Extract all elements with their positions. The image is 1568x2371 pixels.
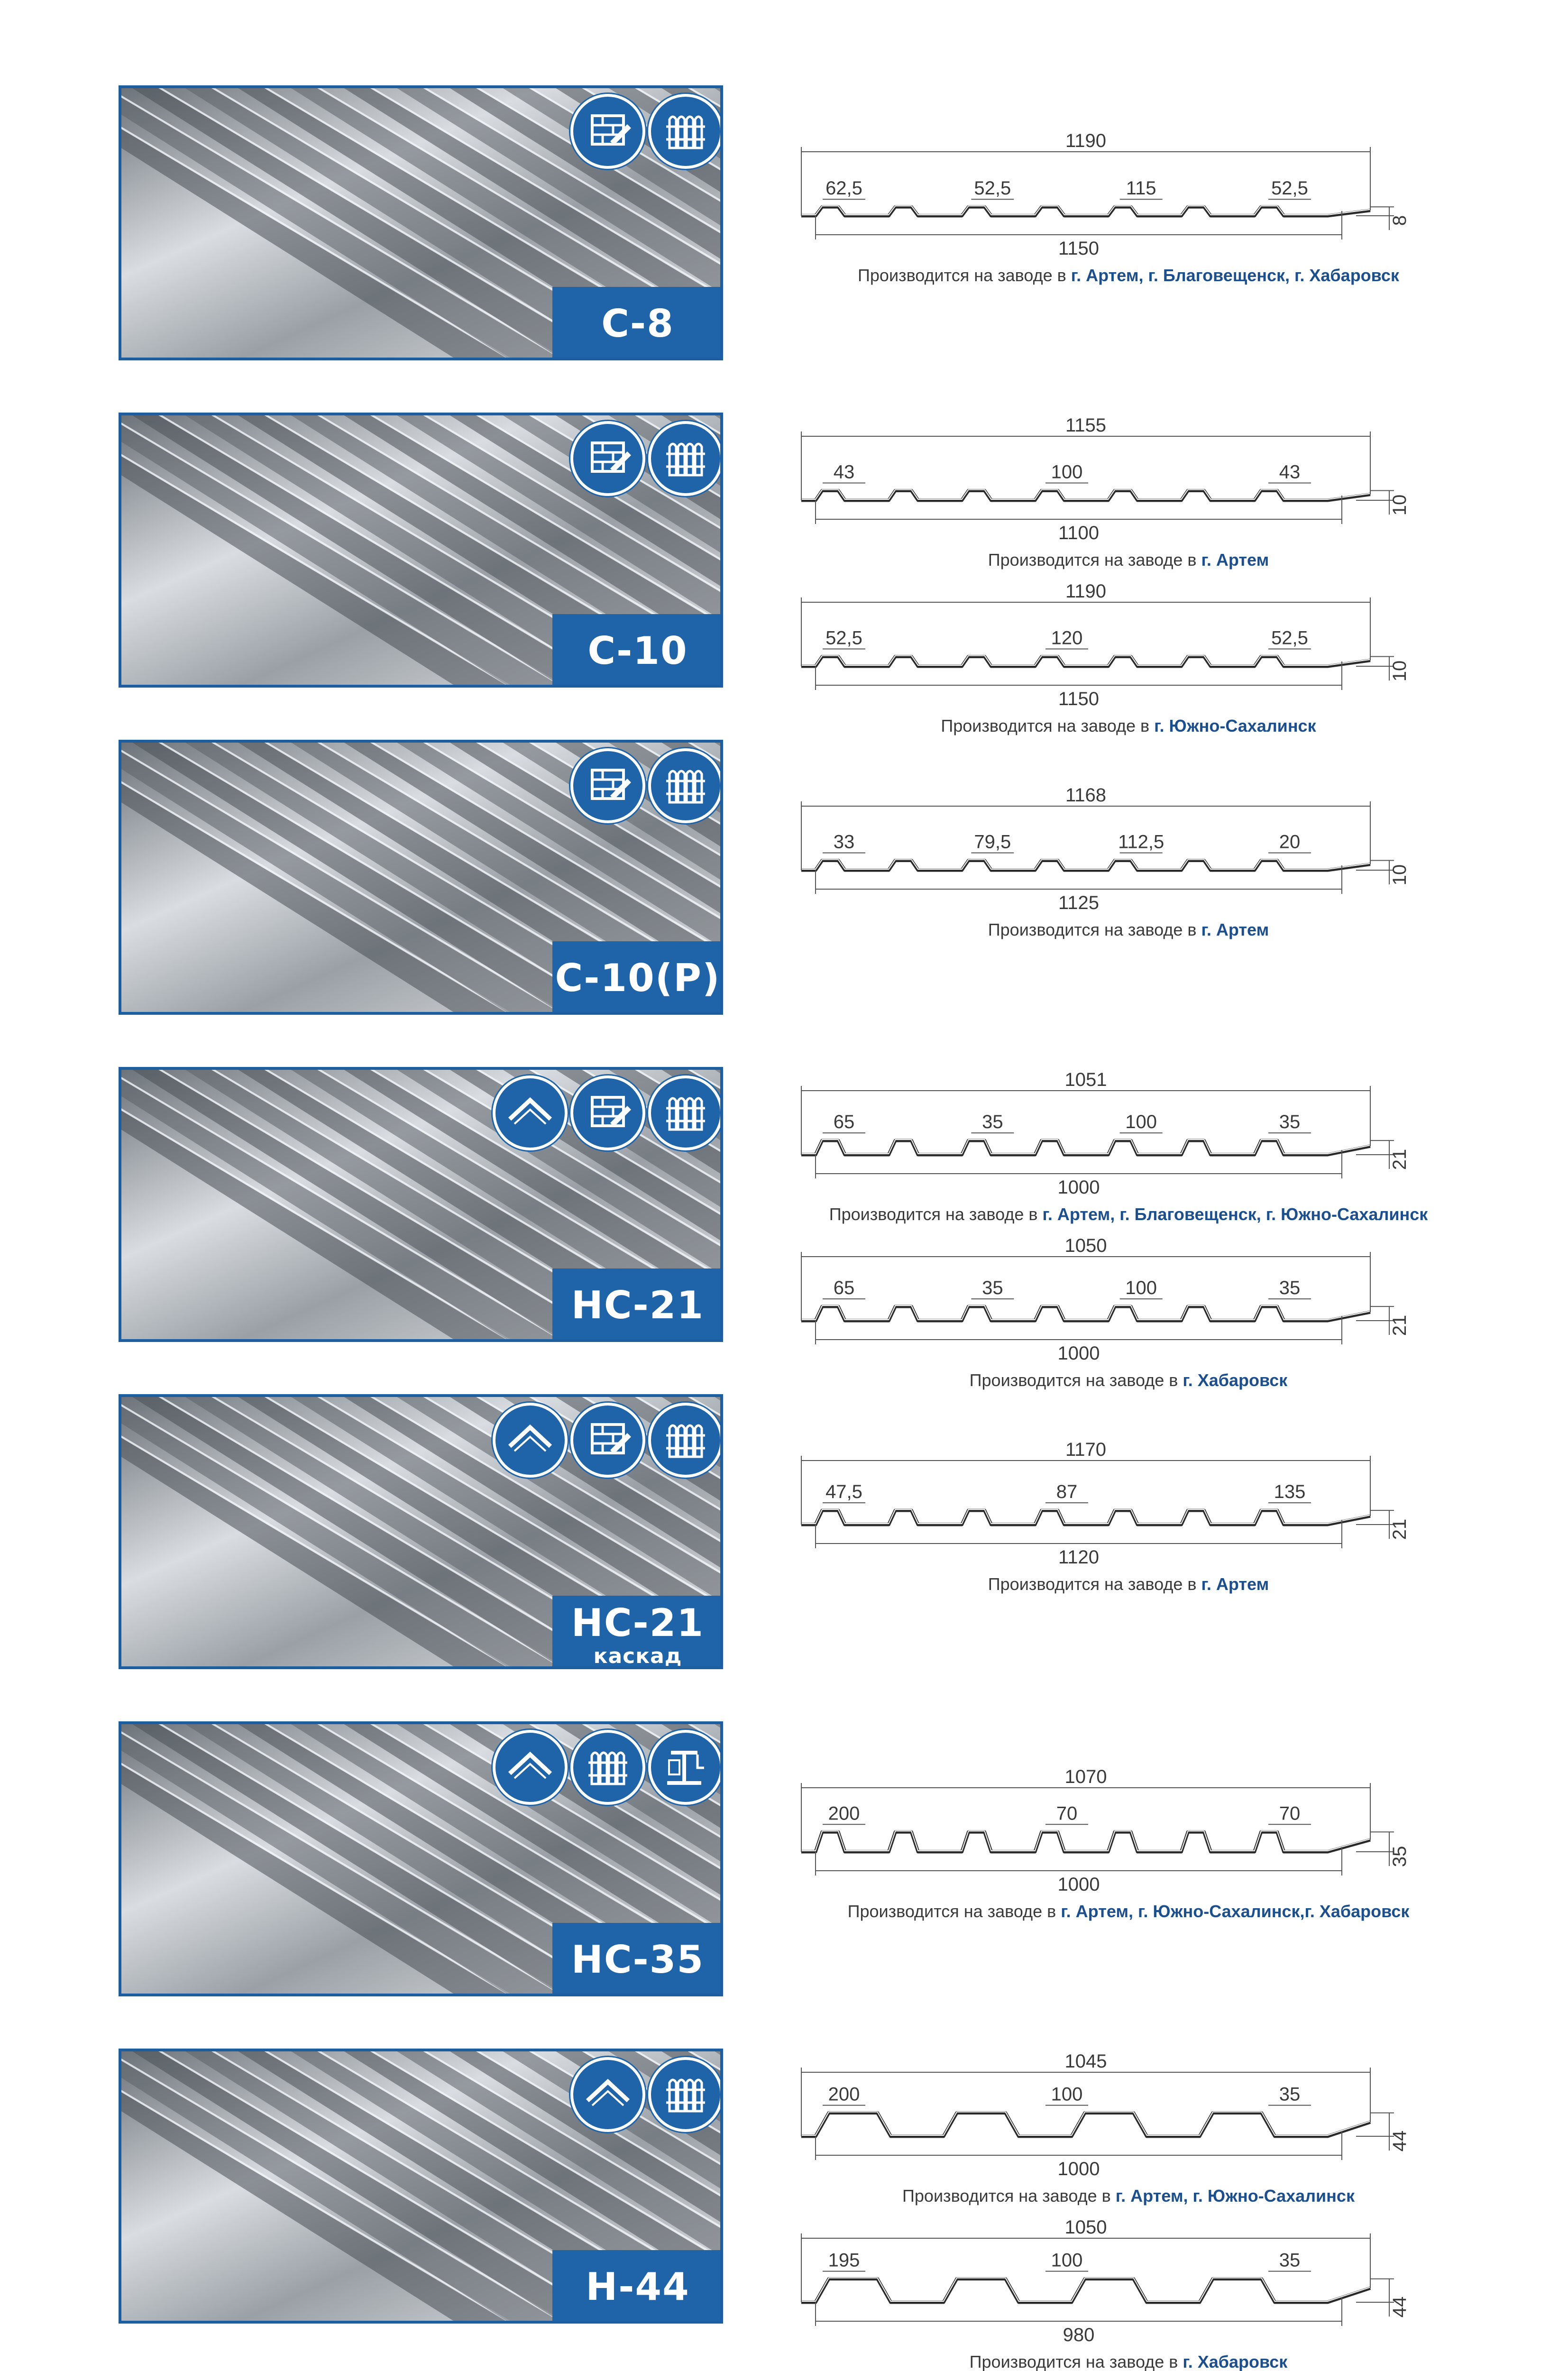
profile-name-badge (552, 614, 723, 688)
fence-icon (648, 421, 723, 496)
rib-dimension-label: 35 (1279, 1277, 1301, 1299)
rib-dimension-label: 52,5 (1271, 178, 1308, 199)
wall-cladding-icon-glyph (582, 1414, 634, 1466)
top-width-label: 1050 (1064, 1235, 1107, 1256)
rib-dimension-label: 47,5 (825, 1481, 862, 1503)
profile-cross-section (782, 1766, 1470, 1897)
note-prefix: Производится на заводе в (988, 550, 1201, 570)
roof-icon-glyph (504, 1087, 556, 1139)
profile-name-badge (552, 1923, 723, 1996)
profile-highlight (801, 1509, 1370, 1524)
wall-cladding-icon-glyph (582, 432, 634, 485)
profile-highlight (801, 490, 1370, 500)
profile-drawing (782, 1766, 1470, 1897)
product-row (0, 1062, 1568, 1389)
profile-drawing (782, 415, 1470, 545)
fence-icon (570, 1730, 645, 1805)
bottom-width-label: 1000 (1057, 1177, 1100, 1198)
profile-outline (801, 2113, 1370, 2136)
bottom-width-label: 1000 (1057, 2159, 1100, 2179)
application-icons (570, 2057, 723, 2132)
note-cities: г. Артем (1201, 1574, 1269, 1594)
wall-cladding-icon (570, 748, 645, 823)
wall-cladding-icon (570, 1403, 645, 1478)
profile-name: С-8 (601, 302, 674, 346)
fence-icon-glyph (660, 1087, 712, 1139)
note-cities: г. Артем (1201, 550, 1269, 570)
top-width-label: 1168 (1065, 785, 1107, 806)
rib-dimension-label: 65 (833, 1112, 855, 1133)
note-cities: г. Артем, г. Южно-Сахалинск,г. Хабаровск (1061, 1902, 1410, 1921)
product-row (0, 408, 1568, 735)
rib-dimension-label: 200 (828, 1803, 860, 1824)
application-icons (570, 421, 723, 496)
rib-dimension-label: 135 (1274, 1481, 1306, 1503)
profile-cross-section (782, 1235, 1470, 1366)
top-width-label: 1170 (1065, 1439, 1107, 1460)
profile-outline (801, 861, 1370, 871)
production-note (754, 1204, 1503, 1224)
profile-drawing (782, 130, 1470, 261)
roof-icon (570, 2057, 645, 2132)
rib-dimension-label: 100 (1125, 1112, 1157, 1133)
profile-subname: каскад (593, 1644, 682, 1668)
floor-decking-icon-glyph (660, 1741, 712, 1793)
production-note (754, 2352, 1503, 2371)
profile-highlight (801, 860, 1370, 870)
note-cities: г. Артем (1201, 920, 1269, 939)
height-label: 21 (1389, 1149, 1410, 1170)
profile-name-badge (552, 1596, 723, 1669)
rib-dimension-label: 43 (1279, 461, 1301, 483)
roof-icon-glyph (582, 2068, 634, 2121)
note-prefix: Производится на заводе в (858, 266, 1071, 285)
profile-highlight (801, 1831, 1370, 1851)
top-width-label: 1070 (1064, 1766, 1107, 1787)
top-width-label: 1051 (1064, 1069, 1107, 1090)
profile-highlight (801, 206, 1370, 215)
note-cities: г. Южно-Сахалинск (1154, 716, 1316, 735)
floor-decking-icon (648, 1730, 723, 1805)
fence-icon-glyph (660, 1414, 712, 1466)
top-width-label: 1045 (1064, 2051, 1107, 2072)
profile-name: С-10 (587, 629, 688, 673)
profile-cross-section (782, 581, 1470, 711)
profile-outline (801, 657, 1370, 667)
production-note (754, 1574, 1503, 1594)
rib-dimension-label: 195 (828, 2250, 860, 2271)
height-label: 21 (1389, 1314, 1410, 1336)
profile-outline (801, 1510, 1370, 1525)
rib-dimension-label: 20 (1279, 831, 1301, 853)
profile-outline (801, 491, 1370, 501)
production-note (754, 1370, 1503, 1390)
profile-drawing (782, 1069, 1470, 1200)
product-row (0, 1717, 1568, 2044)
bottom-width-label: 1125 (1058, 892, 1100, 913)
fence-icon-glyph (660, 105, 712, 157)
application-icons (570, 748, 723, 823)
profile-cross-section (782, 1069, 1470, 1200)
fence-icon (648, 2057, 723, 2132)
rib-dimension-label: 65 (833, 1277, 855, 1299)
product-row (0, 81, 1568, 408)
note-prefix: Производится на заводе в (988, 920, 1201, 939)
roof-icon (493, 1403, 568, 1478)
rib-dimension-label: 43 (833, 461, 855, 483)
profile-drawing (782, 581, 1470, 711)
rib-dimension-label: 120 (1051, 627, 1083, 649)
roof-icon-glyph (504, 1414, 556, 1466)
product-photo (119, 2049, 723, 2324)
wall-cladding-icon (570, 421, 645, 496)
top-width-label: 1190 (1065, 581, 1107, 602)
production-note (754, 920, 1503, 940)
rib-dimension-label: 100 (1051, 2250, 1083, 2271)
profile-drawing (782, 785, 1470, 915)
rib-dimension-label: 70 (1279, 1803, 1301, 1824)
profile-name-badge (552, 2250, 723, 2324)
note-cities: г. Артем, г. Южно-Сахалинск (1115, 2186, 1355, 2206)
product-photo (119, 1067, 723, 1342)
note-prefix: Производится на заводе в (969, 1370, 1183, 1390)
rib-dimension-label: 52,5 (1271, 627, 1308, 649)
note-cities: г. Артем, г. Благовещенск, г. Южно-Сахалинск (1042, 1204, 1428, 1224)
production-note (754, 2186, 1503, 2206)
application-icons (570, 94, 723, 169)
product-photo (119, 413, 723, 688)
fence-icon (648, 1075, 723, 1150)
profile-highlight (801, 1305, 1370, 1320)
profile-outline (801, 1832, 1370, 1852)
top-width-label: 1190 (1065, 130, 1107, 151)
profile-drawing (782, 1439, 1470, 1570)
product-row (0, 1389, 1568, 1717)
application-icons (493, 1403, 723, 1478)
rib-dimension-label: 79,5 (974, 831, 1011, 853)
profile-cross-section (782, 785, 1470, 915)
product-photo (119, 1394, 723, 1669)
note-prefix: Производится на заводе в (902, 2186, 1116, 2206)
profile-cross-section (782, 1439, 1470, 1570)
bottom-width-label: 1000 (1057, 1343, 1100, 1364)
height-label: 10 (1389, 660, 1410, 682)
profile-highlight (801, 656, 1370, 666)
fence-icon-glyph (660, 760, 712, 812)
profile-outline (801, 2279, 1370, 2302)
product-photo (119, 85, 723, 360)
fence-icon-glyph (582, 1741, 634, 1793)
height-label: 10 (1389, 494, 1410, 516)
profile-outline (801, 1306, 1370, 1321)
fence-icon (648, 1403, 723, 1478)
profile-drawing (782, 2051, 1470, 2181)
rib-dimension-label: 200 (828, 2084, 860, 2105)
product-row (0, 735, 1568, 1062)
production-note (754, 266, 1503, 285)
roof-icon (493, 1730, 568, 1805)
wall-cladding-icon-glyph (582, 105, 634, 157)
profile-name-badge (552, 1268, 723, 1342)
fence-icon-glyph (660, 432, 712, 485)
profile-drawing (782, 2217, 1470, 2347)
profile-name: Н-44 (586, 2265, 690, 2309)
bottom-width-label: 1000 (1057, 1874, 1100, 1895)
product-photo (119, 740, 723, 1015)
application-icons (493, 1730, 723, 1805)
profile-name-badge (552, 287, 723, 360)
wall-cladding-icon-glyph (582, 760, 634, 812)
profile-name-badge (552, 941, 723, 1015)
bottom-width-label: 1100 (1058, 523, 1100, 543)
height-label: 10 (1389, 864, 1410, 886)
roof-icon (493, 1075, 568, 1150)
note-cities: г. Хабаровск (1183, 2352, 1288, 2371)
rib-dimension-label: 87 (1056, 1481, 1078, 1503)
note-cities: г. Артем, г. Благовещенск, г. Хабаровск (1071, 266, 1399, 285)
rib-dimension-label: 35 (1279, 2084, 1301, 2105)
height-label: 21 (1389, 1518, 1410, 1540)
roof-icon-glyph (504, 1741, 556, 1793)
profile-cross-section (782, 2051, 1470, 2181)
wall-cladding-icon-glyph (582, 1087, 634, 1139)
production-note (754, 716, 1503, 736)
production-note (754, 1902, 1503, 1921)
bottom-width-label: 1150 (1058, 238, 1100, 259)
top-width-label: 1050 (1064, 2217, 1107, 2238)
note-prefix: Производится на заводе в (847, 1902, 1061, 1921)
rib-dimension-label: 62,5 (825, 178, 862, 199)
bottom-width-label: 1150 (1058, 689, 1100, 709)
profile-drawing (782, 1235, 1470, 1366)
profile-name: С-10(Р) (555, 956, 721, 1000)
profile-highlight (801, 1140, 1370, 1154)
note-cities: г. Хабаровск (1183, 1370, 1288, 1390)
profile-name: НС-21 (571, 1283, 705, 1327)
rib-dimension-label: 70 (1056, 1803, 1078, 1824)
height-label: 8 (1389, 215, 1410, 226)
height-label: 44 (1389, 2296, 1410, 2318)
rib-dimension-label: 100 (1051, 2084, 1083, 2105)
bottom-width-label: 1120 (1058, 1547, 1100, 1568)
product-photo (119, 1721, 723, 1996)
fence-icon (648, 94, 723, 169)
rib-dimension-label: 35 (982, 1277, 1003, 1299)
note-prefix: Производится на заводе в (969, 2352, 1183, 2371)
rib-dimension-label: 35 (1279, 2250, 1301, 2271)
rib-dimension-label: 115 (1126, 178, 1156, 199)
rib-dimension-label: 33 (833, 831, 855, 853)
rib-dimension-label: 35 (1279, 1112, 1301, 1133)
fence-icon (648, 748, 723, 823)
profile-cross-section (782, 2217, 1470, 2347)
rib-dimension-label: 35 (982, 1112, 1003, 1133)
rib-dimension-label: 100 (1051, 461, 1083, 483)
application-icons (493, 1075, 723, 1150)
rib-dimension-label: 100 (1125, 1277, 1157, 1299)
profile-cross-section (782, 130, 1470, 261)
note-prefix: Производится на заводе в (941, 716, 1155, 735)
rib-dimension-label: 52,5 (825, 627, 862, 649)
note-prefix: Производится на заводе в (988, 1574, 1201, 1594)
rib-dimension-label: 112,5 (1118, 831, 1165, 853)
profile-cross-section (782, 415, 1470, 545)
profile-name: НС-21 (571, 1601, 705, 1645)
production-note (754, 550, 1503, 570)
profile-outline (801, 1140, 1370, 1155)
fence-icon-glyph (660, 2068, 712, 2121)
height-label: 35 (1389, 1846, 1410, 1867)
wall-cladding-icon (570, 1075, 645, 1150)
wall-cladding-icon (570, 94, 645, 169)
profile-name: НС-35 (571, 1938, 705, 1982)
top-width-label: 1155 (1065, 415, 1107, 436)
rib-dimension-label: 52,5 (974, 178, 1011, 199)
bottom-width-label: 980 (1063, 2325, 1095, 2345)
height-label: 44 (1389, 2130, 1410, 2152)
product-row (0, 2044, 1568, 2371)
note-prefix: Производится на заводе в (829, 1204, 1043, 1224)
